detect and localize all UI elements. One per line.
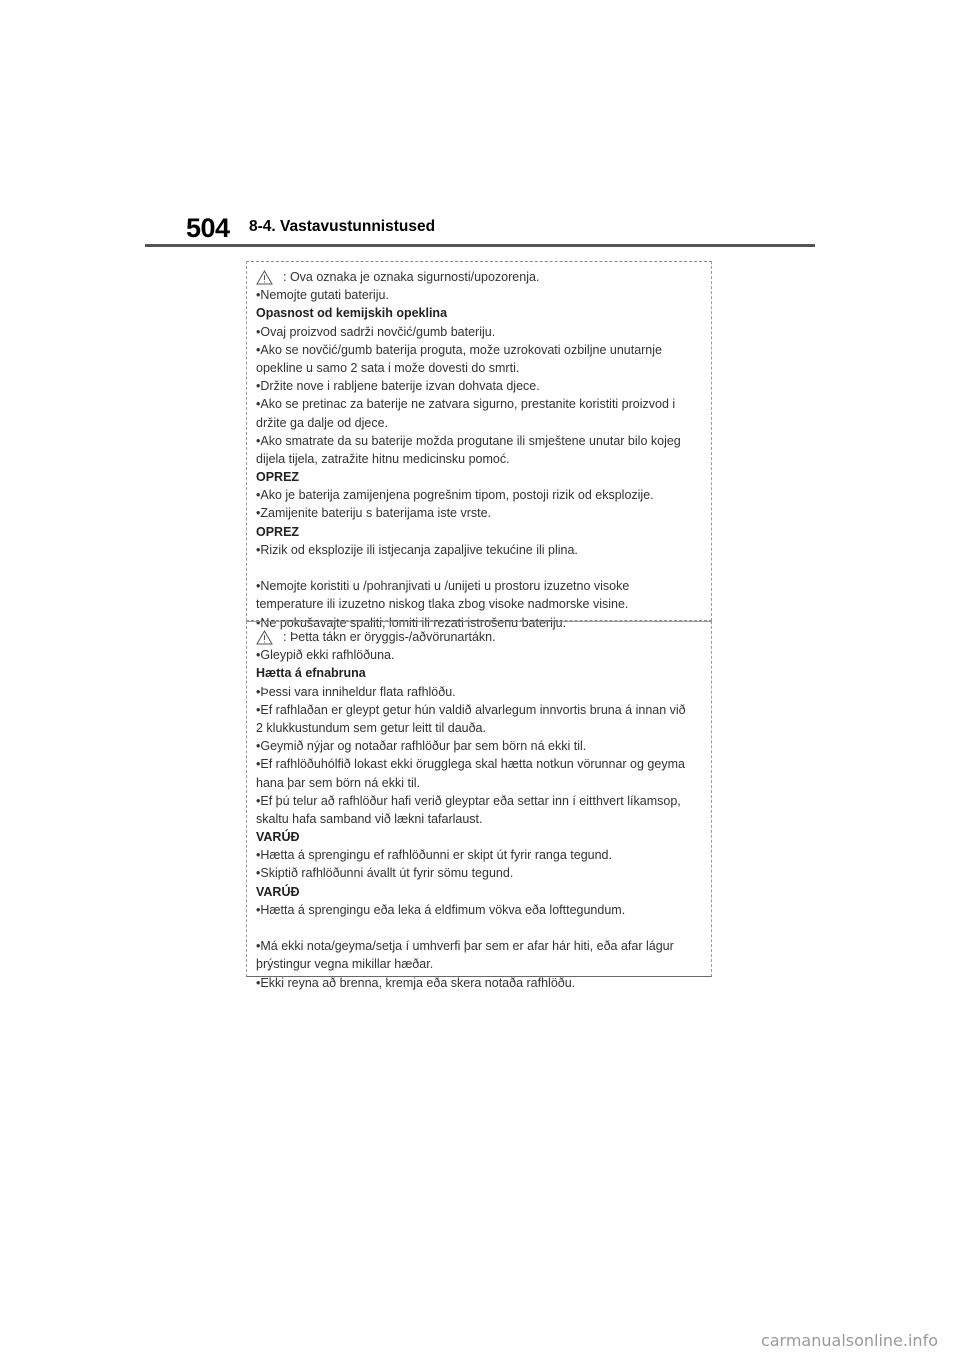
- panel-line: •Ako se pretinac za baterije ne zatvara sigurno, prestanite koristiti proizvod i: [256, 397, 676, 412]
- panel-heading: VARÚÐ: [256, 830, 300, 845]
- warning-panel-icelandic: [246, 621, 712, 990]
- panel-line: •Ef rafhlöðuhólfið lokast ekki örugglega skal hætta notkun vörunnar og geyma: [256, 757, 685, 772]
- section-title: 8-4. Vastavustunnistused: [249, 218, 436, 235]
- panel-line: •Ovaj proizvod sadrži novčić/gumb bateriju.: [256, 324, 496, 339]
- symbol-description: : Ova oznaka je oznaka sigurnosti/upozorenja.: [283, 270, 540, 284]
- panel-line: •Hætta á sprengingu eða leka á eldfimum vökva eða lofttegundum.: [256, 902, 626, 917]
- panel-line: •Ef þú telur að rafhlöður hafi verið gleyptar eða settar inn í eitthvert líkamsop,: [256, 793, 681, 808]
- warning-triangle-icon: [256, 270, 273, 285]
- panel-heading: Hætta á efnabruna: [256, 666, 366, 681]
- warning-panel-croatian: [246, 261, 712, 630]
- panel-heading: OPREZ: [256, 524, 300, 539]
- panel-line: dijela tijela, zatražite hitnu medicinsku pomoć.: [256, 451, 510, 466]
- panel-line: •Ef rafhlaðan er gleypt getur hún valdið alvarlegum innvortis bruna á innan við: [256, 702, 686, 717]
- symbol-description: : Þetta tákn er öryggis-/aðvörunartákn.: [283, 630, 496, 644]
- panel-line: •Ako je baterija zamijenjena pogrešnim tipom, postoji rizik od eksplozije.: [256, 488, 654, 503]
- spacer: [256, 919, 707, 937]
- panel-line: •Gleypið ekki rafhlöðuna.: [256, 648, 395, 663]
- panel-line: opekline u samo 2 sata i može dovesti do smrti.: [256, 360, 520, 375]
- page-number: 504: [186, 213, 230, 243]
- panel-line: •Ne pokušavajte spaliti, lomiti ili rezati istrošenu bateriju.: [256, 615, 567, 630]
- panel-line: •Ako se novčić/gumb baterija proguta, može uzrokovati ozbiljne unutarnje: [256, 342, 662, 357]
- panel-line: •Hætta á sprengingu ef rafhlöðunni er skipt út fyrir ranga tegund.: [256, 848, 612, 863]
- panel-line: •Skiptið rafhlöðunni ávallt út fyrir sömu tegund.: [256, 866, 514, 881]
- panel-line: držite ga dalje od djece.: [256, 415, 389, 430]
- panel-line: •Zamijenite bateriju s baterijama iste vrste.: [256, 506, 492, 521]
- panel-line: •Má ekki nota/geyma/setja í umhverfi þar sem er afar hár hiti, eða afar lágur: [256, 939, 674, 954]
- panel-line: hana þar sem börn ná ekki til.: [256, 775, 420, 790]
- header-rule: [145, 244, 815, 247]
- watermark-logo: carmanualsonline.info: [760, 1331, 938, 1350]
- panel-lines: [256, 628, 707, 992]
- panel-line: [256, 628, 707, 646]
- panel-lines: [256, 268, 707, 632]
- panel-line: •Držite nove i rabljene baterije izvan dohvata djece.: [256, 379, 540, 394]
- warning-triangle-icon: [256, 630, 273, 645]
- panel-line: 2 klukkustundum sem getur leitt til dauða.: [256, 720, 486, 735]
- panel-heading: Opasnost od kemijskih opeklina: [256, 306, 448, 321]
- panel-heading: VARÚÐ: [256, 884, 300, 899]
- panel-line: •Þessi vara inniheldur flata rafhlöðu.: [256, 684, 456, 699]
- panel-line: •Nemojte gutati bateriju.: [256, 288, 389, 303]
- panel-line: •Geymið nýjar og notaðar rafhlöður þar sem börn ná ekki til.: [256, 739, 587, 754]
- panel-line: •Nemojte koristiti u /pohranjivati u /unijeti u prostoru izuzetno visoke: [256, 579, 630, 594]
- spacer: [256, 559, 707, 577]
- panel-line: temperature ili izuzetno niskog tlaka zbog visoke nadmorske visine.: [256, 597, 629, 612]
- panel-heading: OPREZ: [256, 470, 300, 485]
- panel-line: •Rizik od eksplozije ili istjecanja zapaljive tekućine ili plina.: [256, 542, 578, 557]
- panel-line: skaltu hafa samband við lækni tafarlaust.: [256, 811, 483, 826]
- panel-line: þrýstingur vegna mikillar hæðar.: [256, 957, 434, 972]
- panel-line: [256, 268, 707, 286]
- panel-line: •Ekki reyna að brenna, kremja eða skera notaða rafhlöðu.: [256, 975, 576, 990]
- panel-line: •Ako smatrate da su baterije možda progutane ili smještene unutar bilo kojeg: [256, 433, 681, 448]
